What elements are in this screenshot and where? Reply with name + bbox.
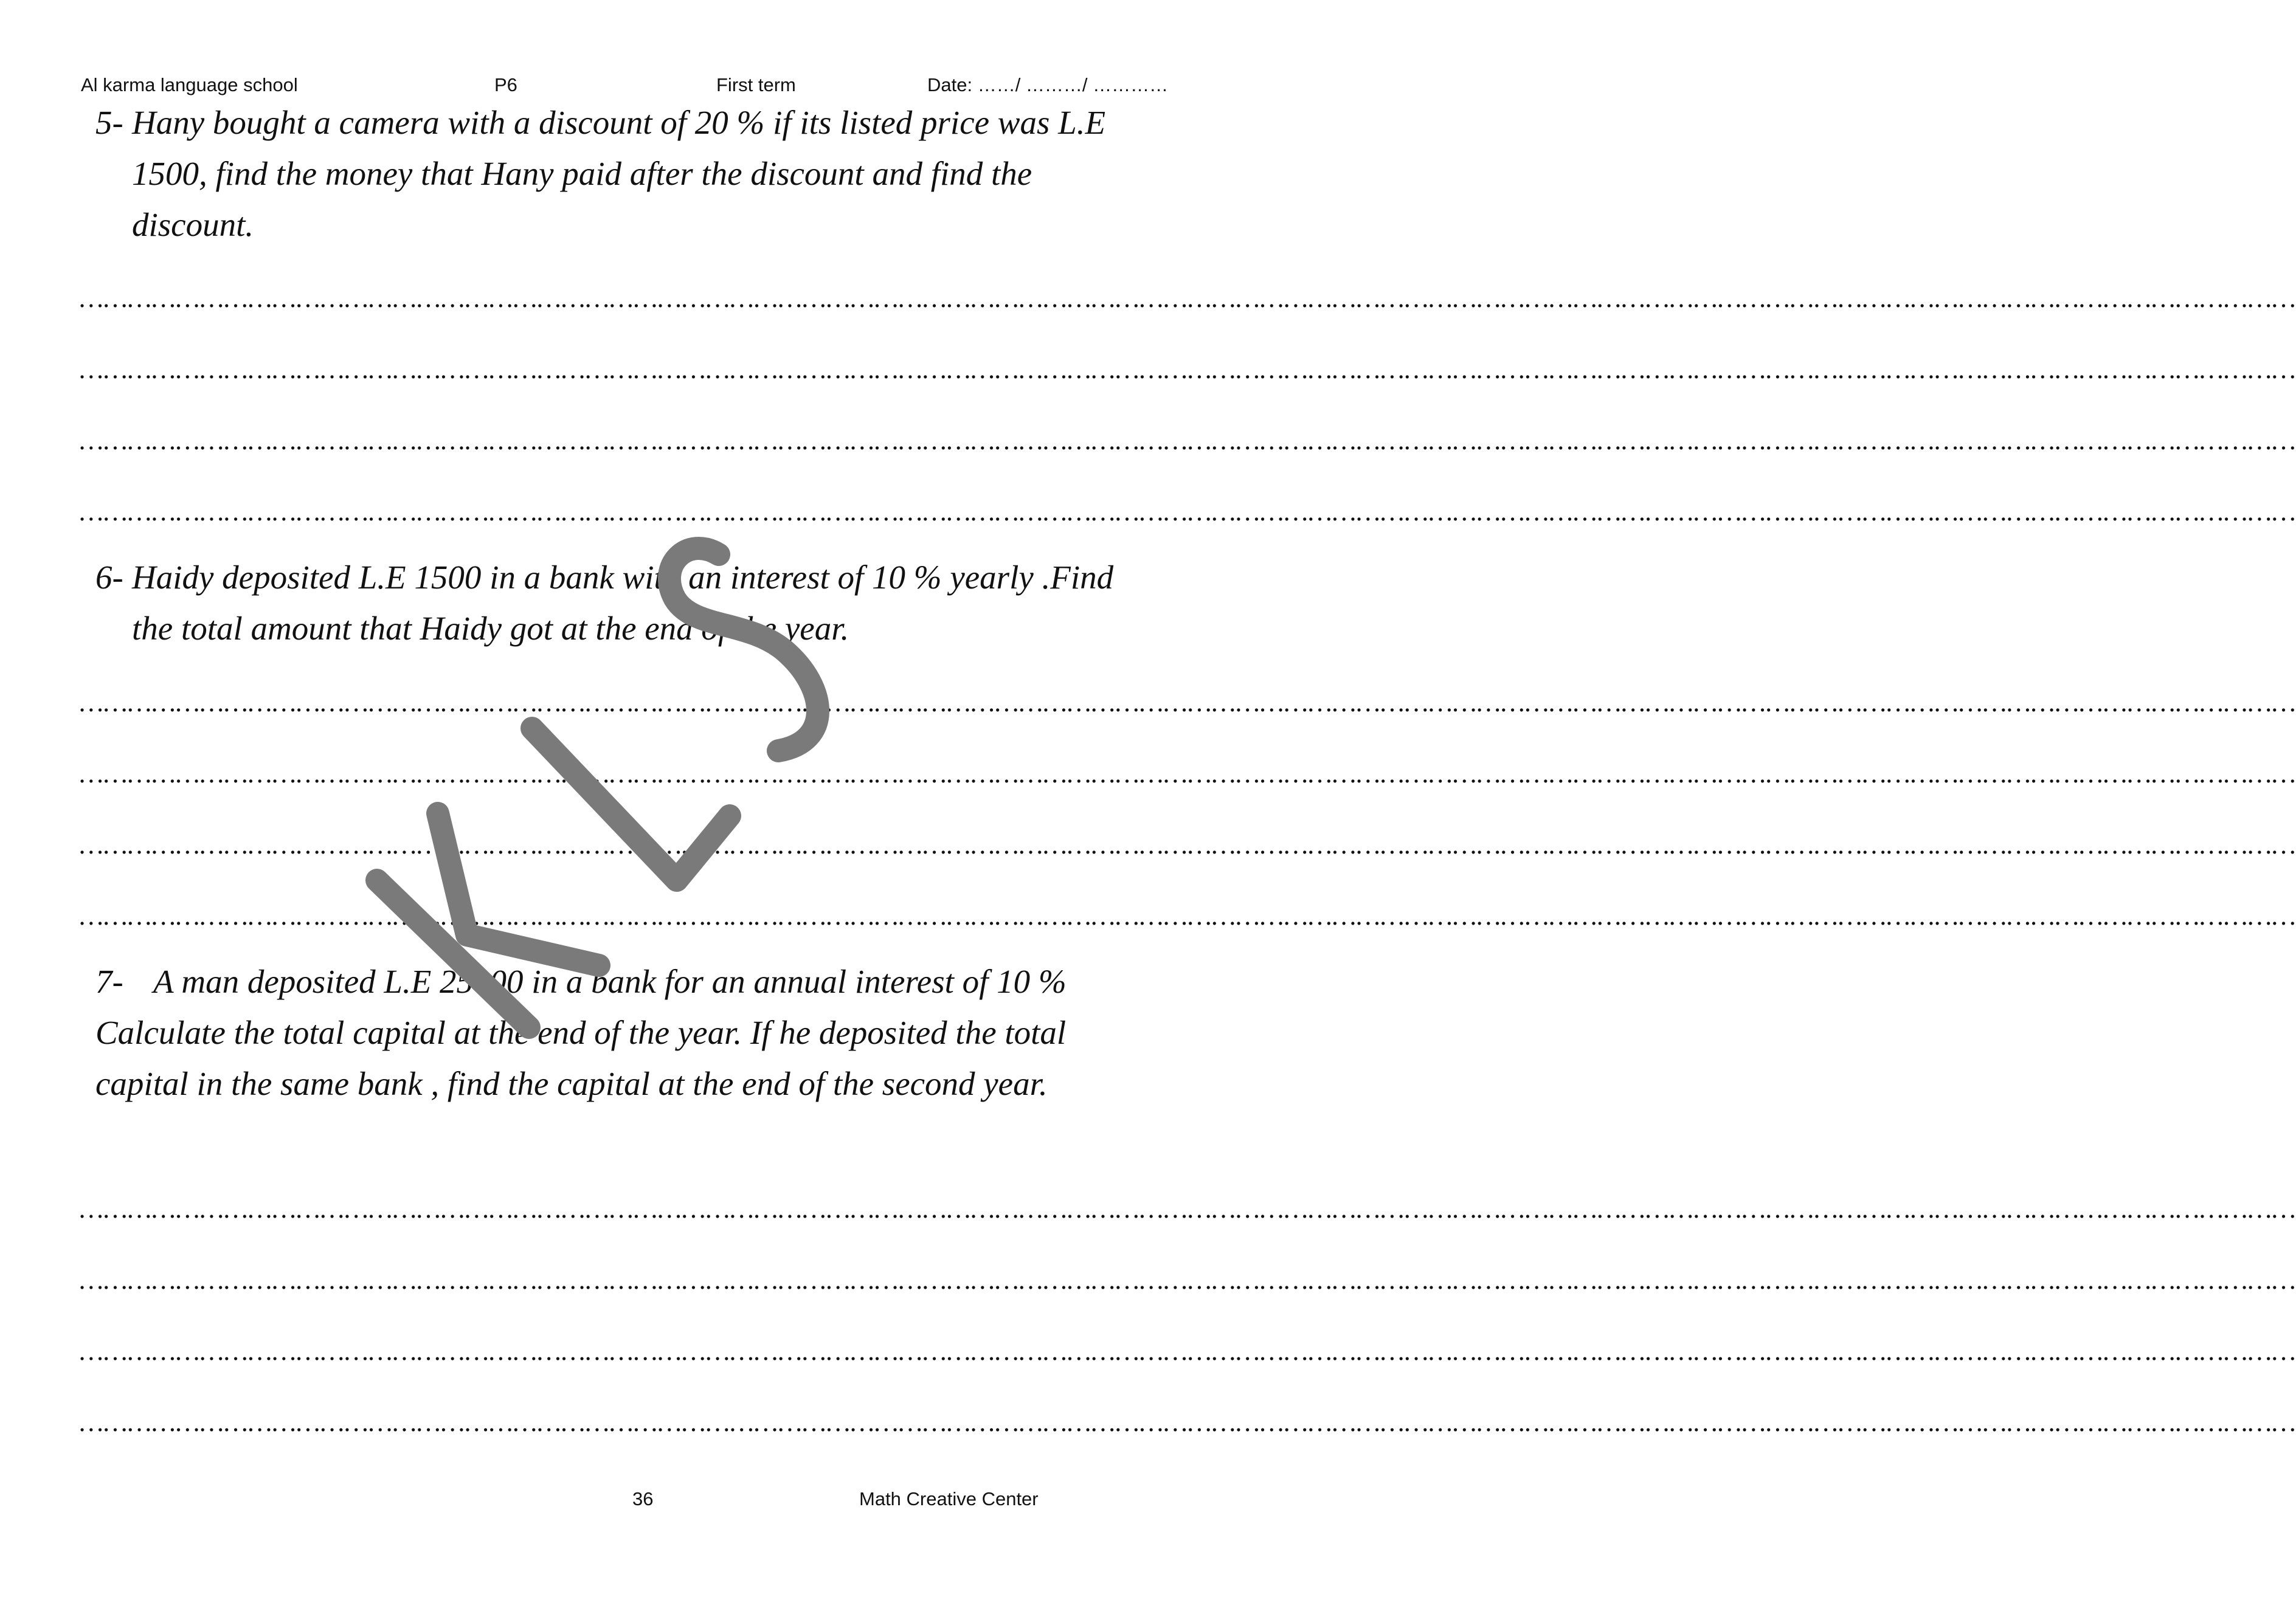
term-label: First term bbox=[716, 74, 796, 95]
footer-label: Math Creative Center bbox=[859, 1488, 1039, 1509]
answer-line: …………………………………………………………………………………………………………………………………………………………………………………………………………………………………………………… bbox=[80, 901, 2296, 931]
question-7-line-1: A man deposited L.E 25000 in a bank for an annual interest of 10 % bbox=[153, 963, 1067, 1000]
question-5-line-2: 1500, find the money that Hany paid after the discount and find the bbox=[132, 155, 1032, 192]
answer-line: …………………………………………………………………………………………………………………………………………………………………………………………………………………………………………………… bbox=[80, 497, 2296, 526]
question-7-line-2: Calculate the total capital at the end of the year. If he deposited the total bbox=[95, 1014, 1067, 1051]
question-6-line-2: the total amount that Haidy got at the end of the year. bbox=[132, 610, 849, 647]
grade-label: P6 bbox=[494, 74, 517, 95]
page-number: 36 bbox=[632, 1488, 654, 1509]
answer-line: …………………………………………………………………………………………………………………………………………………………………………………………………………………………………………………… bbox=[80, 1265, 2296, 1295]
answer-line: …………………………………………………………………………………………………………………………………………………………………………………………………………………………………………………… bbox=[80, 1407, 2296, 1437]
question-5-line-1: Hany bought a camera with a discount of 20 % if its listed price was L.E bbox=[132, 104, 1106, 141]
question-5-number: 5- bbox=[95, 104, 123, 141]
answer-line: …………………………………………………………………………………………………………………………………………………………………………………………………………………………………………………… bbox=[80, 426, 2296, 455]
question-5-line-3: discount. bbox=[132, 206, 254, 243]
answer-line: …………………………………………………………………………………………………………………………………………………………………………………………………………………………………………………… bbox=[80, 283, 2296, 313]
question-7-line-3: capital in the same bank , find the capital at the end of the second year. bbox=[95, 1065, 1048, 1102]
question-7-number: 7- bbox=[95, 963, 123, 1000]
answer-line: …………………………………………………………………………………………………………………………………………………………………………………………………………………………………………………… bbox=[80, 830, 2296, 860]
answer-line: …………………………………………………………………………………………………………………………………………………………………………………………………………………………………………………… bbox=[80, 1336, 2296, 1366]
question-6-number: 6- bbox=[95, 559, 123, 596]
answer-line: …………………………………………………………………………………………………………………………………………………………………………………………………………………………………………………… bbox=[80, 1194, 2296, 1224]
date-field: Date: ……/ ………/ ………… bbox=[927, 74, 1169, 95]
answer-line: …………………………………………………………………………………………………………………………………………………………………………………………………………………………………………………… bbox=[80, 688, 2296, 717]
answer-line: …………………………………………………………………………………………………………………………………………………………………………………………………………………………………………………… bbox=[80, 354, 2296, 384]
school-name: Al karma language school bbox=[81, 74, 298, 95]
answer-line: …………………………………………………………………………………………………………………………………………………………………………………………………………………………………………………… bbox=[80, 759, 2296, 788]
question-6-line-1: Haidy deposited L.E 1500 in a bank with an interest of 10 % yearly .Find bbox=[132, 559, 1114, 596]
